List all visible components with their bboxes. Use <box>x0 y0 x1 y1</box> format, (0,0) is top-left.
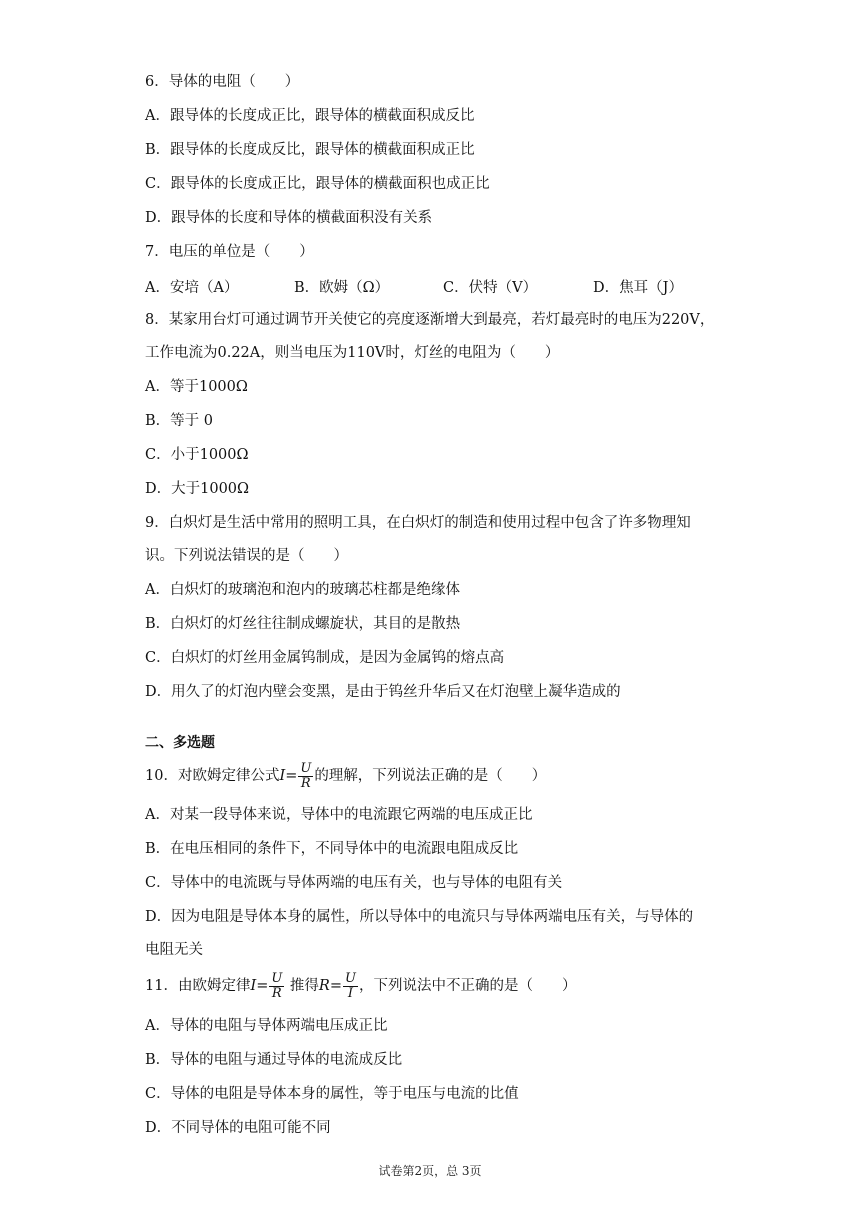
q11-option-a: A．导体的电阻与导体两端电压成正比 <box>145 1018 388 1034</box>
q11-f1-denominator: R <box>271 985 282 1001</box>
q6-option-a: A．跟导体的长度成正比，跟导体的横截面积成反比 <box>145 108 475 124</box>
q11-formula1-fraction <box>269 972 284 1001</box>
q10-formula-lhs: I <box>279 768 286 784</box>
q9-stem-line1: 9．白炽灯是生活中常用的照明工具，在白炽灯的制造和使用过程中包含了许多物理知 <box>145 515 691 531</box>
q10-stem-after: 的理解，下列说法正确的是（ ） <box>314 768 547 784</box>
q11-stem-after: ，下列说法中不正确的是（ ） <box>358 978 577 994</box>
q6-stem: 6．导体的电阻（ ） <box>145 74 300 90</box>
q11-option-d: D．不同导体的电阻可能不同 <box>145 1120 331 1136</box>
q8-stem-line1: 8．某家用台灯可通过调节开关使它的亮度逐渐增大到最亮，若灯最亮时的电压为220V， <box>145 312 715 328</box>
q7-option-b: B．欧姆（Ω） <box>294 280 390 296</box>
q11-formula2-lhs: R <box>318 978 330 994</box>
q11-formula2-eq: = <box>329 978 342 994</box>
q6-option-c: C．跟导体的长度成正比，跟导体的横截面积也成正比 <box>145 176 490 192</box>
q8-option-a: A．等于1000Ω <box>145 379 248 395</box>
q10-formula-eq: = <box>285 768 298 784</box>
q9-option-d: D．用久了的灯泡内壁会变黑，是由于钨丝升华后又在灯泡壁上凝华造成的 <box>145 684 621 700</box>
q7-option-a: A．安培（A） <box>145 280 239 296</box>
q10-option-c: C．导体中的电流既与导体两端的电压有关，也与导体的电阻有关 <box>145 875 563 891</box>
q9-stem-line2: 识。下列说法错误的是（ ） <box>145 548 348 564</box>
q10-option-d: D．因为电阻是导体本身的属性，所以导体中的电流只与导体两端电压有关，与导体的 <box>145 909 694 925</box>
q10-option-b: B．在电压相同的条件下，不同导体中的电流跟电阻成反比 <box>145 841 519 857</box>
q9-option-a: A．白炽灯的玻璃泡和泡内的玻璃芯柱都是绝缘体 <box>145 582 460 598</box>
q9-option-b: B．白炽灯的灯丝往往制成螺旋状，其目的是散热 <box>145 616 461 632</box>
q8-option-b: B．等于 0 <box>145 413 213 429</box>
q10-frac-denominator: R <box>300 775 311 791</box>
q11-f1-numerator: U <box>271 970 283 986</box>
q10-formula-fraction <box>298 762 313 791</box>
q8-option-c: C．小于1000Ω <box>145 447 249 463</box>
q11-stem-before: 11．由欧姆定律 <box>145 978 251 994</box>
q11-f2-numerator: U <box>345 970 356 986</box>
q8-stem-line2: 工作电流为0.22A，则当电压为110V时，灯丝的电阻为（ ） <box>145 345 560 361</box>
q10-option-d-continued: 电阻无关 <box>145 942 203 958</box>
q8-option-d: D．大于1000Ω <box>145 481 250 497</box>
q7-option-d: D．焦耳（J） <box>593 280 683 296</box>
section-title-multiple-choice: 二、多选题 <box>145 735 215 751</box>
q11-stem <box>145 970 576 1002</box>
q6-option-d: D．跟导体的长度和导体的横截面积没有关系 <box>145 210 433 226</box>
q10-option-a: A．对某一段导体来说，导体中的电流跟它两端的电压成正比 <box>145 807 533 823</box>
q6-option-b: B．跟导体的长度成反比，跟导体的横截面积成正比 <box>145 142 475 158</box>
q10-frac-numerator: U <box>300 760 312 776</box>
q7-option-c: C．伏特（V） <box>443 280 538 296</box>
q10-stem-before: 10．对欧姆定律公式 <box>145 768 280 784</box>
q7-stem: 7．电压的单位是（ ） <box>145 244 314 260</box>
q11-stem-mid: 推得 <box>289 978 319 994</box>
q11-f2-denominator: I <box>347 985 354 1001</box>
q11-option-c: C．导体的电阻是导体本身的属性，等于电压与电流的比值 <box>145 1086 519 1102</box>
q11-formula2-fraction <box>343 972 358 1001</box>
page-footer: 试卷第2页，总 3页 <box>378 1164 482 1178</box>
q10-stem <box>145 760 546 792</box>
q9-option-c: C．白炽灯的灯丝用金属钨制成，是因为金属钨的熔点高 <box>145 650 505 666</box>
q11-formula1-eq: = <box>256 978 269 994</box>
q11-option-b: B．导体的电阻与通过导体的电流成反比 <box>145 1052 403 1068</box>
q11-formula1-lhs: I <box>250 978 257 994</box>
